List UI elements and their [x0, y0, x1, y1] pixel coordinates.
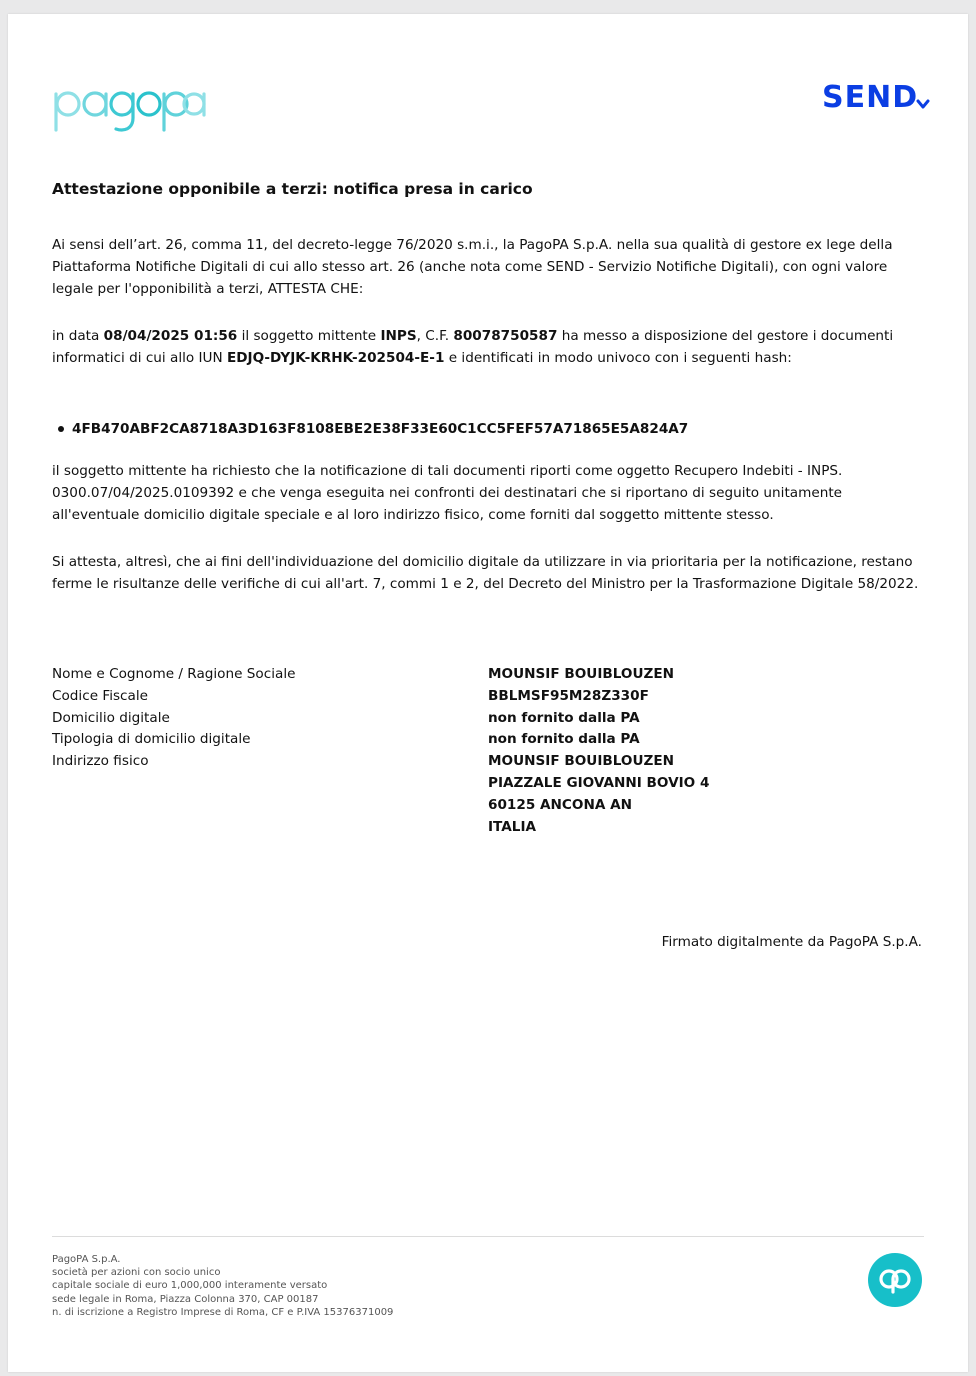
recipient-row: [52, 664, 924, 686]
recipient-cf: BBLMSF95M28Z330F: [488, 687, 649, 704]
recipient-row: [52, 686, 924, 708]
text-segment: e identificati in modo univoco con i seguenti hash:: [444, 350, 792, 366]
text-segment: ha messo a disposizione del gestore i documenti informatici di cui allo IUN: [52, 328, 894, 366]
recipient-domicile: non fornito dalla PA: [488, 709, 640, 726]
footer-divider: [52, 1236, 924, 1237]
recipient-address: [488, 751, 709, 838]
send-logo-text: SEND: [822, 80, 919, 115]
recipient-row: [52, 729, 924, 751]
footer-line: n. di iscrizione a Registro Imprese di Roma, CF e P.IVA 15376371009: [52, 1306, 394, 1318]
footer-line: società per azioni con socio unico: [52, 1267, 221, 1279]
address-line: ITALIA: [488, 818, 537, 835]
send-logo: [822, 80, 930, 115]
recipient-domicile-type: non fornito dalla PA: [488, 731, 640, 748]
document-hash: 4FB470ABF2CA8718A3D163F8108EBE2E38F33E60C1CC5FEF57A71865E5A824A7: [72, 421, 689, 437]
subject-paragraph: il soggetto mittente ha richiesto che la notificazione di tali documenti riporti come oggetto Recupero Indebiti - INPS. 0300.07/04/2025.0109392 e che venga eseguita nei confronti dei destinatari che si riportano di seguito unitamente all'eventuale domicilio digitale speciale e al loro indirizzo fisico, come forniti dal soggetto mittente stesso.: [52, 463, 843, 523]
text-segment: in data: [52, 328, 104, 344]
text-segment: il soggetto mittente: [237, 328, 381, 344]
sender-cf: 80078750587: [453, 328, 558, 344]
address-line: PIAZZALE GIOVANNI BOVIO 4: [488, 774, 710, 791]
recipient-label: Indirizzo fisico: [52, 753, 149, 770]
text-segment: , C.F.: [416, 328, 454, 344]
footer-line: sede legale in Roma, Piazza Colonna 370, CAP 00187: [52, 1293, 319, 1305]
iun-code: EDJQ-DYJK-KRHK-202504-E-1: [226, 350, 445, 366]
footer-line: capitale sociale di euro 1,000,000 interamente versato: [52, 1280, 328, 1292]
recipient-label: Tipologia di domicilio digitale: [52, 731, 251, 748]
document-page: [8, 14, 968, 1372]
intro-paragraph: Ai sensi dell’art. 26, comma 11, del decreto-legge 76/2020 s.m.i., la PagoPA S.p.A. nella sua qualità di gestore ex lege della Piattaforma Notifiche Digitali di cui allo stesso art. 26 (anche nota come SEND - Servizio Notifiche Digitali), con ogni valore legale per l'opponibilità a terzi, ATTESTA CHE:: [52, 237, 893, 297]
recipient-label: Codice Fiscale: [52, 687, 149, 704]
pagopa-badge-icon: [868, 1253, 922, 1307]
sender-name: INPS: [380, 328, 417, 344]
digital-signature-note: Firmato digitalmente da PagoPA S.p.A.: [661, 934, 922, 950]
recipient-table: [52, 664, 924, 838]
send-arrow-icon: [916, 83, 930, 113]
company-footer: [52, 1253, 393, 1319]
footer-line: PagoPA S.p.A.: [52, 1254, 121, 1265]
recipient-row: [52, 708, 924, 730]
bullet-icon: [58, 426, 64, 432]
notification-paragraph: [52, 325, 924, 369]
pagopa-logo-icon: [52, 80, 208, 138]
pagopa-logo: [52, 80, 208, 138]
recipient-label: Nome e Cognome / Ragione Sociale: [52, 666, 296, 682]
notification-date: 08/04/2025 01:56: [103, 328, 238, 344]
recipient-label: Domicilio digitale: [52, 709, 170, 726]
document-title: Attestazione opponibile a terzi: notifica presa in carico: [52, 180, 533, 198]
recipient-name: MOUNSIF BOUIBLOUZEN: [488, 666, 675, 682]
hash-list-item: [58, 418, 688, 440]
address-line: 60125 ANCONA AN: [488, 796, 632, 813]
recipient-row: [52, 751, 924, 838]
address-line: MOUNSIF BOUIBLOUZEN: [488, 753, 675, 770]
verification-paragraph: Si attesta, altresì, che ai fini dell'individuazione del domicilio digitale da utilizzare in via prioritaria per la notificazione, restano ferme le risultanze delle verifiche di cui all'art. 7, commi 1 e 2, del Decreto del Ministro per la Trasformazione Digitale 58/2022.: [52, 554, 919, 592]
